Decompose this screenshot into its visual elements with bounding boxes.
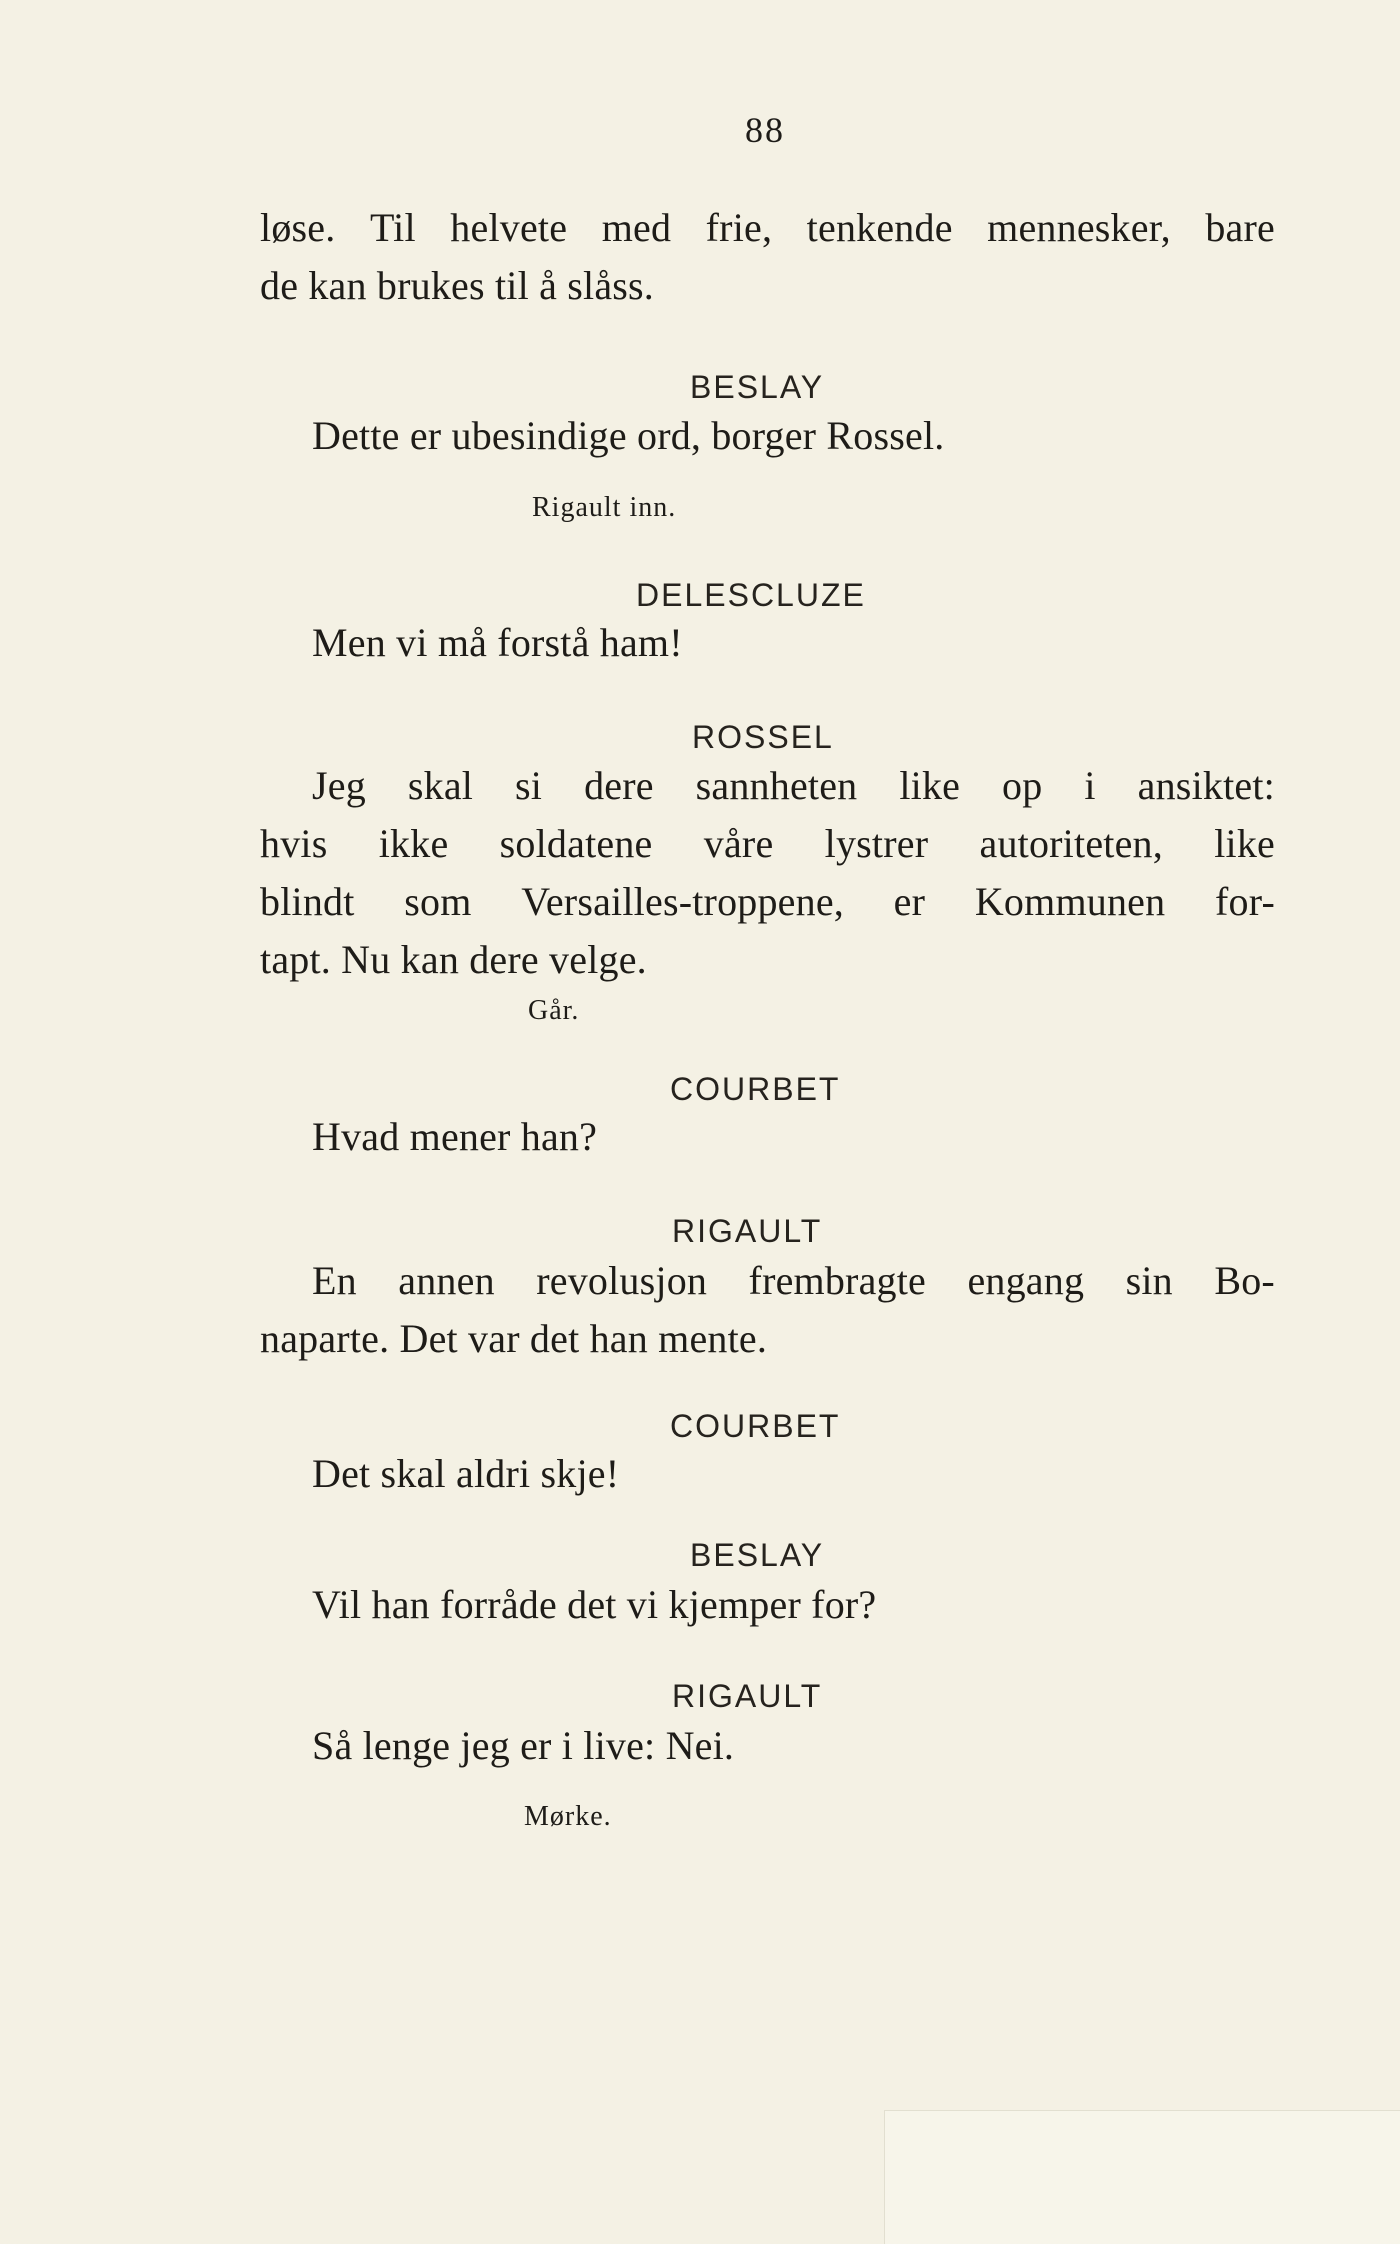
dialogue-line [312, 762, 1275, 810]
word: Bo- [1214, 1258, 1275, 1303]
word: mennesker, [987, 205, 1171, 250]
word: like [899, 763, 961, 808]
word: løse. [260, 205, 336, 250]
dialogue-line: Så lenge jeg er i live: Nei. [312, 1723, 735, 1768]
stage-direction: Går. [528, 995, 580, 1026]
word: skal [407, 763, 474, 808]
word: lystrer [824, 821, 929, 866]
scan-corner-patch [884, 2110, 1400, 2244]
speaker-name: BESLAY [690, 1537, 825, 1573]
word: våre [703, 821, 774, 866]
stage-direction: Mørke. [524, 1801, 612, 1832]
word: som [404, 879, 472, 924]
dialogue-line: Dette er ubesindige ord, borger Rossel. [312, 413, 945, 458]
page-number: 88 [745, 110, 785, 150]
speaker-name: COURBET [670, 1071, 841, 1107]
word: med [601, 205, 672, 250]
speaker-name: BESLAY [690, 369, 825, 405]
word: ansiktet: [1137, 763, 1275, 808]
word: bare [1205, 205, 1275, 250]
speaker-name: COURBET [670, 1408, 841, 1444]
dialogue-line: Hvad mener han? [312, 1114, 598, 1159]
speaker-name: RIGAULT [672, 1678, 823, 1714]
word: sin [1125, 1258, 1173, 1303]
dialogue-line: Det skal aldri skje! [312, 1451, 620, 1496]
dialogue-line: naparte. Det var det han mente. [260, 1316, 768, 1361]
word: annen [398, 1258, 495, 1303]
word: soldatene [499, 821, 653, 866]
word: hvis [260, 821, 328, 866]
dialogue-line: tapt. Nu kan dere velge. [260, 937, 647, 982]
word: si [515, 763, 543, 808]
word: dere [584, 763, 654, 808]
dialogue-line [260, 820, 1275, 868]
dialogue-line [312, 1257, 1275, 1305]
dialogue-line: Vil han forråde det vi kjemper for? [312, 1582, 877, 1627]
word: tenkende [806, 205, 953, 250]
word: frie, [705, 205, 773, 250]
text-line [260, 204, 1275, 252]
word: revolusjon [536, 1258, 708, 1303]
word: Versailles-troppene, [521, 879, 844, 924]
word: Til [369, 205, 416, 250]
word: blindt [260, 879, 355, 924]
word: er [893, 879, 926, 924]
word: autoriteten, [979, 821, 1163, 866]
word: helvete [450, 205, 568, 250]
speaker-name: DELESCLUZE [636, 577, 866, 613]
word: Kommunen [974, 879, 1166, 924]
speaker-name: RIGAULT [672, 1213, 823, 1249]
stage-direction: Rigault inn. [532, 492, 677, 523]
text-line: de kan brukes til å slåss. [260, 263, 655, 308]
dialogue-line: Men vi må forstå ham! [312, 620, 683, 665]
speaker-name: ROSSEL [692, 719, 834, 755]
word: frembragte [748, 1258, 926, 1303]
word: ikke [378, 821, 449, 866]
word: En [312, 1258, 357, 1303]
word: like [1214, 821, 1275, 866]
word: for- [1215, 879, 1275, 924]
word: op [1002, 763, 1043, 808]
dialogue-line [260, 878, 1275, 926]
word: Jeg [312, 763, 366, 808]
word: sannheten [695, 763, 858, 808]
word: i [1084, 763, 1096, 808]
word: engang [967, 1258, 1085, 1303]
